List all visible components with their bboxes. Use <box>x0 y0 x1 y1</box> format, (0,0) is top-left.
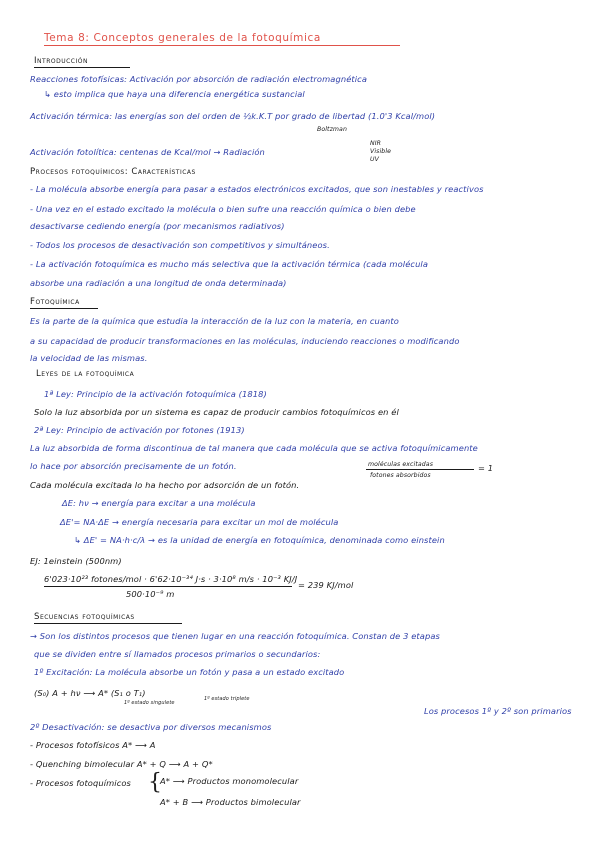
secuencias-line-2: que se dividen entre sí llamados procesos primarios o secundarios: <box>34 649 321 659</box>
radiation-uv: UV <box>370 156 379 163</box>
example-label: EJ: 1einstein (500nm) <box>30 556 122 566</box>
procesos-line-4: - Todos los procesos de desactivación son competitivos y simultáneos. <box>30 240 330 250</box>
ley-2-text-2: lo hace por absorción precisamente de un fotón. <box>30 461 237 471</box>
calc-denominator: 500·10⁻⁹ m <box>126 589 175 599</box>
calc-result: = 239 KJ/mol <box>298 580 354 590</box>
ley-2-title: 2ª Ley: Principio de activación por fotones (1913) <box>34 425 245 435</box>
ley-1-text: Solo la luz absorbida por un sistema es capaz de producir cambios fotoquímicos en él <box>34 407 399 417</box>
procesos-line-2: - Una vez en el estado excitado la molécula o bien sufre una reacción química o bien debe <box>30 204 416 214</box>
calc-numerator: 6'023·10²³ fotones/mol · 6'62·10⁻³⁴ J·s · 3·10⁸ m/s · 10⁻³ KJ/J <box>44 574 298 584</box>
intro-line-4: Activación fotolítica: centenas de Kcal/mol → Radiación <box>30 147 265 157</box>
einstein-line: ↳ ΔE' = NA·h·c/λ → es la unidad de energía en fotoquímica, denominada como einstein <box>74 535 445 545</box>
secuencias-line-1: → Son los distintos procesos que tienen lugar en una reacción fotoquímica. Constan de 3 etapas <box>30 631 440 641</box>
radiation-nir: NIR <box>370 140 382 147</box>
procesos-line-6: absorbe una radiación a una longitud de onda determinada) <box>30 278 287 288</box>
fotoquimicos-line: - Procesos fotoquímicos <box>30 778 131 788</box>
boltzmann-label: Boltzman <box>317 126 347 133</box>
intro-line-3: Activación térmica: las energías son del orden de ½k.K.T por grado de libertad (1.0'3 Kcal/mol) <box>30 111 436 121</box>
process-brace: { <box>148 770 162 795</box>
radiation-visible: Visible <box>370 148 392 155</box>
bimolecular-line: A* + B ⟶ Productos bimolecular <box>160 797 301 807</box>
fraction-equals: = 1 <box>478 463 494 473</box>
secuencias-heading: Secuencias fotoquímicas <box>34 612 135 622</box>
procesos-line-1: - La molécula absorbe energía para pasar a estados electrónicos excitados, que son inestables y reactivos <box>30 184 484 194</box>
fotoquimica-heading: Fotoquímica <box>30 297 80 307</box>
ley-2-text: La luz absorbida de forma discontinua de tal manera que cada molécula que se activa fotoquímicamente <box>30 443 478 453</box>
cada-molecula-line: Cada molécula excitada lo ha hecho por adsorción de un fotón. <box>30 480 300 490</box>
page-title: Tema 8: Conceptos generales de la fotoquímica <box>44 32 321 44</box>
excitacion-equation: (S₀) A + hν ⟶ A* (S₁ o T₁) <box>34 688 146 698</box>
calc-fraction-bar <box>44 586 292 587</box>
primary-processes-note: Los procesos 1º y 2º son primarios <box>424 706 572 716</box>
fotoquimica-line-1: Es la parte de la química que estudia la interacción de la luz con la materia, en cuanto <box>30 316 399 326</box>
fotoquimica-heading-underline <box>30 308 98 309</box>
procesos-heading: Procesos fotoquímicos: Características <box>30 167 196 177</box>
procesos-line-5: - La activación fotoquímica es mucho más selectiva que la activación térmica (cada molécula <box>30 259 429 269</box>
monomolecular-line: A* ⟶ Productos monomolecular <box>160 776 299 786</box>
fotoquimica-line-2: a su capacidad de producir transformaciones en las moléculas, induciendo reacciones o modificando <box>30 336 460 346</box>
intro-heading-underline <box>34 67 130 68</box>
intro-line-2: ↳ esto implica que haya una diferencia energética sustancial <box>44 89 305 99</box>
fraction-denominator: fotones absorbidos <box>370 472 431 479</box>
ley-1-title: 1ª Ley: Principio de la activación fotoquímica (1818) <box>44 389 267 399</box>
title-underline <box>44 45 400 46</box>
fraction-bar <box>366 469 474 470</box>
intro-heading: Introducción <box>34 56 88 66</box>
delta-e-prime-line: ΔE'= NA·ΔE → energía necesaria para excitar un mol de molécula <box>60 517 339 527</box>
fraction-numerator: moléculas excitadas <box>368 461 434 468</box>
fotofisicos-line: - Procesos fotofísicos A* ⟶ A <box>30 740 156 750</box>
secuencias-heading-underline <box>34 623 182 624</box>
procesos-line-3: desactivarse cediendo energía (por mecanismos radiativos) <box>30 221 285 231</box>
excitacion-line: 1º Excitación: La molécula absorbe un fotón y pasa a un estado excitado <box>34 667 345 677</box>
desactivacion-line: 2º Desactivación: se desactiva por diversos mecanismos <box>30 722 272 732</box>
fotoquimica-line-3: la velocidad de las mismas. <box>30 353 148 363</box>
delta-e-line: ΔE: hν → energía para excitar a una molécula <box>62 498 256 508</box>
quenching-line: - Quenching bimolecular A* + Q ⟶ A + Q* <box>30 759 213 769</box>
singlet-label: 1º estado singulete <box>124 700 175 706</box>
leyes-heading: Leyes de la fotoquímica <box>36 369 135 379</box>
triplet-label: 1º estado triplete <box>204 696 250 702</box>
intro-line-1: Reacciones fotofísicas: Activación por absorción de radiación electromagnética <box>30 74 367 84</box>
